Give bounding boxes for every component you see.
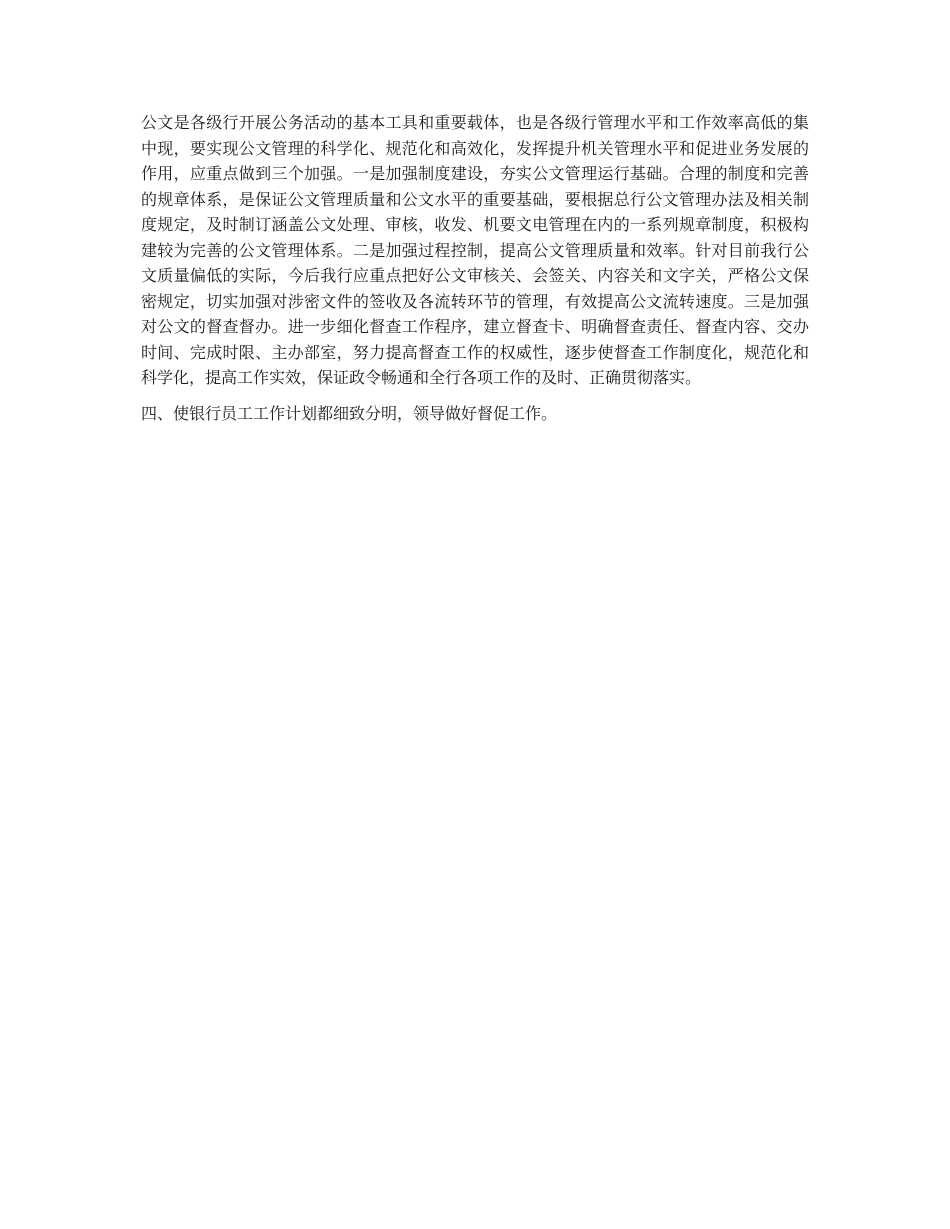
document-body	[141, 110, 809, 436]
paragraph-work-plan: 四、使银行员工工作计划都细致分明，领导做好督促工作。	[141, 403, 558, 423]
paragraph-official-documents: 公文是各级行开展公务活动的基本工具和重要载体，也是各级行管理水平和工作效率高低的集中现，要实现公文管理的科学化、规范化和高效化，发挥提升机关管理水平和促进业务发展的作用，应重点做到三个加强。一是加强制度建设，夯实公文管理运行基础。合理的制度和完善的规章体系，是保证公文管理质量和公文水平的重要基础，要根据总行公文管理办法及相关制度规定，及时制订涵盖公文处理、审核，收发、机要文电管理在内的一系列规章制度，积极构建较为完善的公文管理体系。二是加强过程控制，提高公文管理质量和效率。针对目前我行公文质量偏低的实际，今后我行应重点把好公文审核关、会签关、内容关和文字关，严格公文保密规定，切实加强对涉密文件的签收及各流转环节的管理，有效提高公文流转速度。三是加强对公文的督查督办。进一步细化督查工作程序，建立督查卡、明确督查责任、督查内容、交办时间、完成时限、主办部室，努力提高督查工作的权威性，逐步使督查工作制度化，规范化和科学化，提高工作实效，保证政令畅通和全行各项工作的及时、正确贯彻落实。	[141, 113, 809, 387]
